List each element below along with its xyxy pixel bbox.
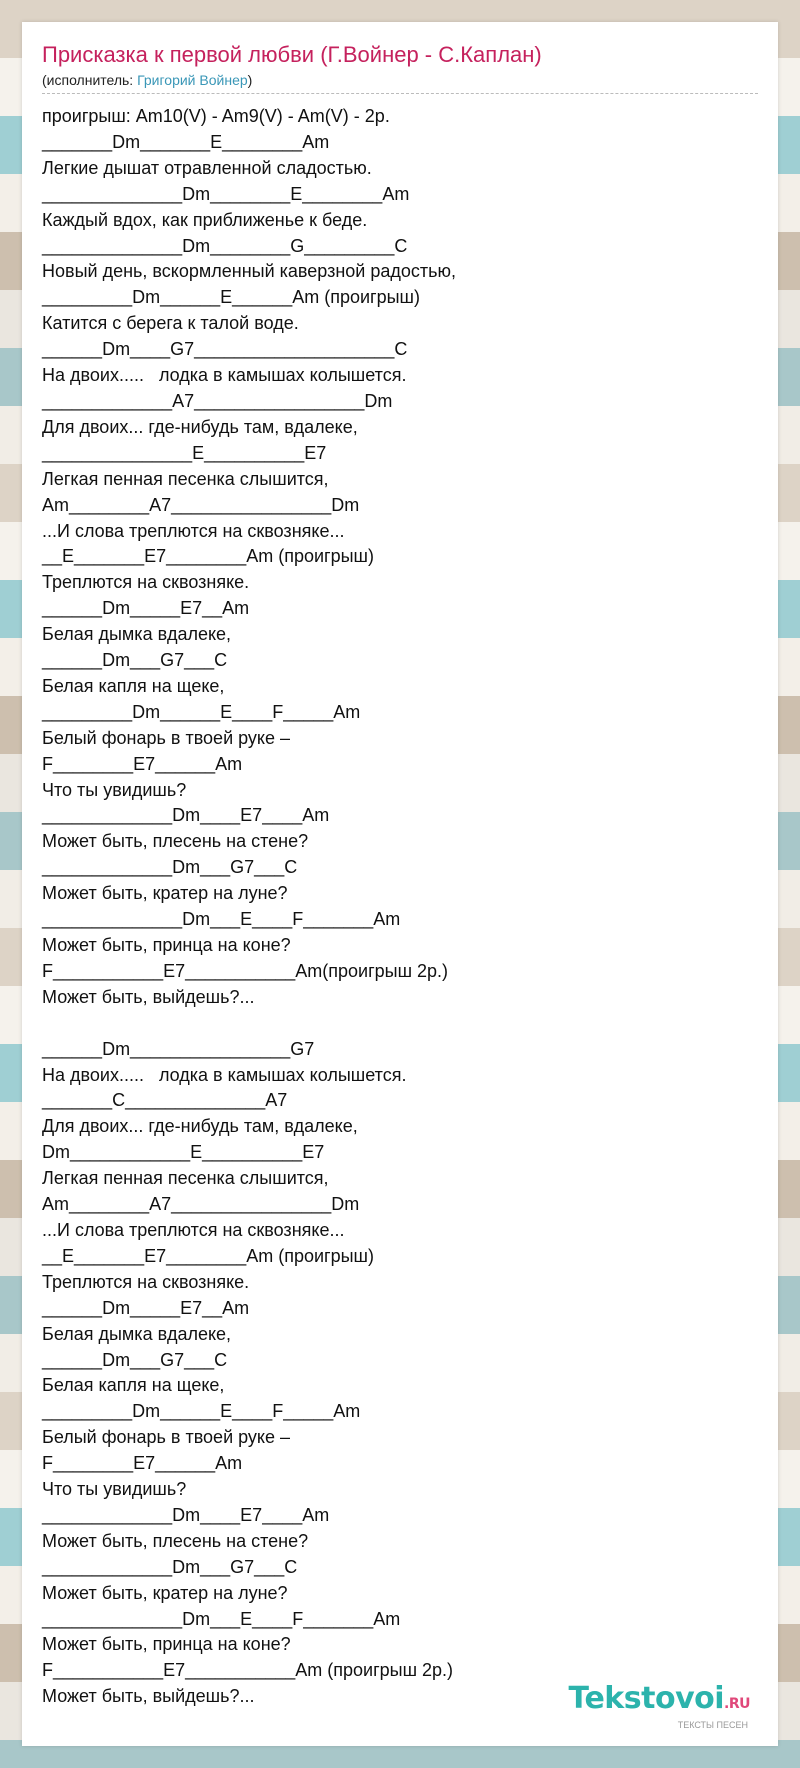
- lyric-line: _____________Dm____E7____Am: [42, 1504, 330, 1525]
- lyric-line: _________Dm______E______Am (проигрыш): [42, 287, 420, 308]
- lyric-line: Для двоих... где-нибудь там, вдалеке,: [42, 416, 358, 437]
- lyric-line: Dm____________E__________E7: [42, 1142, 325, 1163]
- lyric-line: Катится с берега к талой воде.: [42, 313, 299, 334]
- lyric-line: ______________Dm___E____F_______Am: [42, 1608, 401, 1629]
- performer-suffix: ): [247, 72, 253, 88]
- lyric-line: ______Dm___G7___C: [42, 650, 228, 671]
- lyric-line: F___________E7___________Am(проигрыш 2р.): [42, 960, 449, 981]
- lyric-line: Белая дымка вдалеке,: [42, 1323, 232, 1344]
- lyric-line: ______________Dm________E________Am: [42, 183, 410, 204]
- lyric-line: Может быть, принца на коне?: [42, 1634, 291, 1655]
- performer-prefix: (исполнитель:: [42, 72, 138, 88]
- lyric-line: Am________A7________________Dm: [42, 1194, 360, 1215]
- lyric-line: Белая дымка вдалеке,: [42, 624, 232, 645]
- lyric-line: ______Dm_____E7__Am: [42, 598, 250, 619]
- logo-wordmark: [568, 1681, 750, 1719]
- lyric-line: Легкая пенная песенка слышится,: [42, 468, 329, 489]
- lyric-line: _________Dm______E____F_____Am: [42, 701, 361, 722]
- lyric-line: Что ты увидишь?: [42, 1479, 187, 1500]
- lyric-line: ______Dm____G7____________________C: [42, 339, 408, 360]
- song-title: Присказка к первой любви (Г.Войнер - С.Каплан): [42, 42, 542, 67]
- lyric-line: Белая капля на щеке,: [42, 1375, 225, 1396]
- lyric-line: F________E7______Am: [42, 1453, 243, 1474]
- lyric-line: ______Dm_____E7__Am: [42, 1297, 250, 1318]
- lyric-line: ______Dm___G7___C: [42, 1349, 228, 1370]
- lyric-line: Каждый вдох, как приближенье к беде.: [42, 209, 368, 230]
- lyric-line: Что ты увидишь?: [42, 779, 187, 800]
- lyric-line: Легкие дышат отравленной сладостью.: [42, 157, 372, 178]
- lyric-line: __E_______E7________Am (проигрыш): [42, 546, 374, 567]
- lyric-line: Может быть, принца на коне?: [42, 935, 291, 955]
- lyric-line: На двоих..... лодка в камышах колышется.: [42, 365, 407, 386]
- lyric-line: ______________Dm___E____F_______Am: [42, 909, 401, 930]
- lyric-line: Может быть, выйдешь?...: [42, 1686, 255, 1707]
- title-divider: [42, 93, 758, 94]
- lyrics-block: [42, 104, 758, 1710]
- lyric-line: F________E7______Am: [42, 753, 243, 774]
- lyric-line: Может быть, выйдешь?...: [42, 986, 255, 1007]
- lyric-line: _________Dm______E____F_____Am: [42, 1401, 361, 1422]
- lyric-line: ...И слова треплются на сквозняке...: [42, 520, 345, 541]
- performer-line: [42, 72, 252, 88]
- logo-tld: .RU: [724, 1696, 750, 1712]
- lyric-line: Белый фонарь в твоей руке –: [42, 1427, 291, 1448]
- logo-name: Tekstovoi: [568, 1681, 725, 1716]
- song-card: [22, 22, 778, 1746]
- lyric-line: F___________E7___________Am (проигрыш 2р.): [42, 1660, 454, 1681]
- lyric-line: ______Dm________________G7: [42, 1038, 315, 1059]
- lyric-line: _____________Dm___G7___C: [42, 1556, 298, 1577]
- lyric-line: Может быть, кратер на луне?: [42, 1582, 288, 1603]
- lyric-line: Может быть, плесень на стене?: [42, 831, 309, 852]
- lyric-line: Может быть, кратер на луне?: [42, 883, 288, 904]
- lyric-line: Для двоих... где-нибудь там, вдалеке,: [42, 1116, 358, 1137]
- lyric-line: Треплются на сквозняке.: [42, 572, 250, 593]
- lyric-line: Новый день, вскормленный каверзной радостью,: [42, 261, 456, 282]
- site-logo[interactable]: [568, 1681, 750, 1730]
- lyric-line: Может быть, плесень на стене?: [42, 1530, 309, 1551]
- lyric-line: _____________A7_________________Dm: [42, 390, 393, 411]
- lyric-line: На двоих..... лодка в камышах колышется.: [42, 1064, 407, 1085]
- lyric-line: _______C______________A7: [42, 1090, 288, 1111]
- lyric-line: [42, 1011, 758, 1037]
- lyric-line: Треплются на сквозняке.: [42, 1271, 250, 1292]
- lyric-line: _____________Dm____E7____Am: [42, 805, 330, 826]
- performer-link[interactable]: Григорий Войнер: [137, 72, 248, 88]
- lyric-line: Белая капля на щеке,: [42, 675, 225, 696]
- lyric-line: Am________A7________________Dm: [42, 494, 360, 515]
- lyric-line: _____________Dm___G7___C: [42, 857, 298, 878]
- lyric-line: проигрыш: Am10(V) - Am9(V) - Am(V) - 2р.: [42, 106, 390, 126]
- lyric-line: Белый фонарь в твоей руке –: [42, 727, 291, 748]
- lyric-line: ______________Dm________G_________C: [42, 235, 408, 256]
- lyric-line: __E_______E7________Am (проигрыш): [42, 1245, 374, 1266]
- lyric-line: _______Dm_______E________Am: [42, 131, 330, 152]
- lyric-line: Легкая пенная песенка слышится,: [42, 1168, 329, 1189]
- logo-tagline: ТЕКСТЫ ПЕСЕН: [677, 1720, 748, 1730]
- lyric-line: _______________E__________E7: [42, 442, 327, 463]
- lyric-line: ...И слова треплются на сквозняке...: [42, 1219, 345, 1240]
